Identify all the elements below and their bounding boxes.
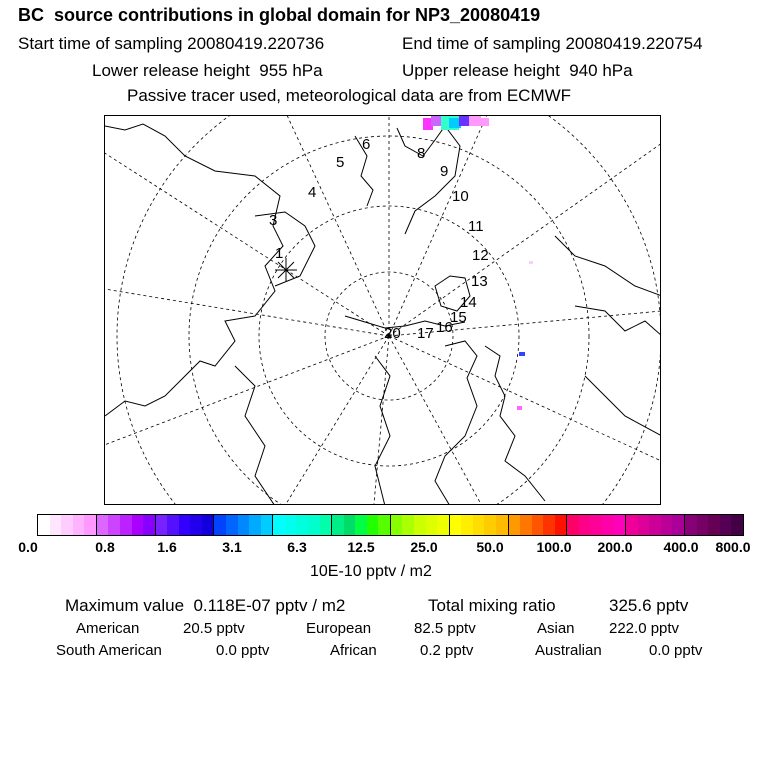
colorbar-tick-label: 200.0 (597, 539, 633, 555)
colorbar-tick-label: 3.1 (222, 539, 242, 555)
trajectory-label: 14 (460, 294, 477, 311)
colorbar-segment (509, 515, 521, 535)
region-name: American (76, 620, 140, 637)
colorbar-segment (697, 515, 709, 535)
colorbar-units: 10E-10 pptv / m2 (310, 563, 432, 580)
colorbar-segment (450, 515, 462, 535)
colorbar-segment (414, 515, 426, 535)
colorbar-segment (226, 515, 238, 535)
colorbar-segment (649, 515, 661, 535)
meridians (105, 116, 661, 505)
colorbar-tick-label: 6.3 (287, 539, 307, 555)
colorbar-segment (614, 515, 627, 535)
colorbar-segment (97, 515, 109, 535)
colorbar-segment (661, 515, 673, 535)
meridian (205, 336, 389, 505)
colorbar-segment (731, 515, 743, 535)
colorbar-segment (179, 515, 191, 535)
colorbar-segment (602, 515, 614, 535)
meridian (389, 116, 661, 336)
coastlines (105, 124, 661, 505)
trajectory-label: 10 (452, 188, 469, 205)
colorbar-segment (108, 515, 120, 535)
trajectory-label: 6 (362, 136, 371, 153)
trajectory-label: 8 (417, 145, 426, 162)
colorbar-segment (249, 515, 261, 535)
plume-cell (517, 406, 522, 410)
lower-release-height: Lower release height 955 hPa (92, 61, 323, 80)
coastline-scandinavia (485, 346, 545, 501)
trajectory-label: 9 (440, 163, 449, 180)
colorbar-segment (190, 515, 202, 535)
plume-cell (519, 352, 525, 356)
colorbar-segment (308, 515, 320, 535)
total-mixing-label: Total mixing ratio (428, 596, 556, 615)
coastline-mediterranean (585, 376, 661, 436)
colorbar-segment (378, 515, 391, 535)
region-value: 0.2 pptv (420, 642, 474, 659)
colorbar-segment (461, 515, 473, 535)
colorbar-segment (273, 515, 285, 535)
colorbar-tick-label: 0.0 (18, 539, 38, 555)
region-name: African (330, 642, 377, 659)
coastline-siberia (375, 356, 390, 505)
colorbar-segment (708, 515, 720, 535)
colorbar-segment (520, 515, 532, 535)
colorbar-segment (567, 515, 579, 535)
trajectory-label: 15 (450, 309, 467, 326)
start-time-label: Start time of sampling 20080419.220736 (18, 34, 325, 53)
plume-cell (469, 116, 481, 126)
trajectory-label: 20 (384, 325, 401, 342)
end-time-label: End time of sampling 20080419.220754 (402, 34, 703, 53)
map-canvas (105, 116, 661, 505)
colorbar-segment (73, 515, 85, 535)
colorbar-segment (156, 515, 168, 535)
coastline-arctic-islands (255, 212, 315, 286)
colorbar-segment (367, 515, 379, 535)
colorbar-segment (402, 515, 414, 535)
meridian (389, 336, 575, 505)
plume-cell (459, 116, 469, 126)
trajectory-label: 3 (269, 212, 278, 229)
upper-release-height: Upper release height 940 hPa (402, 61, 633, 80)
trajectory-label: 5 (336, 154, 345, 171)
colorbar-segment (167, 515, 179, 535)
total-mixing-value: 325.6 pptv (609, 596, 689, 615)
trajectory-label: 1 (275, 245, 284, 262)
colorbar-segment (120, 515, 132, 535)
colorbar-segment (391, 515, 403, 535)
colorbar-segment (555, 515, 568, 535)
coastline-british-isles (575, 306, 661, 336)
colorbar-segment (344, 515, 356, 535)
colorbar-segment (84, 515, 97, 535)
colorbar-tick-label: 25.0 (410, 539, 438, 555)
colorbar-tick-label: 800.0 (715, 539, 751, 555)
colorbar-segment (320, 515, 333, 535)
region-name: European (306, 620, 372, 637)
region-name: Australian (535, 642, 602, 659)
colorbar-segment (685, 515, 697, 535)
colorbar-segment (590, 515, 602, 535)
colorbar-segment (132, 515, 144, 535)
trajectory-label: 13 (471, 273, 488, 290)
colorbar-tick-label: 12.5 (347, 539, 375, 555)
trajectory-label: 12 (472, 247, 489, 264)
trajectory-label: 16 (436, 319, 453, 336)
colorbar-segment (355, 515, 367, 535)
colorbar-segment (143, 515, 156, 535)
colorbar-segment (579, 515, 591, 535)
colorbar-segment (672, 515, 685, 535)
meridian (195, 116, 389, 336)
region-value: 222.0 pptv (609, 620, 680, 637)
colorbar-tick-label: 1.6 (157, 539, 177, 555)
coastline-north-america (105, 124, 283, 416)
region-name: South American (56, 642, 162, 659)
region-value: 0.0 pptv (649, 642, 703, 659)
colorbar-segment (261, 515, 274, 535)
trajectory-label: 4 (308, 184, 317, 201)
colorbar-segment (426, 515, 438, 535)
colorbar-segment (496, 515, 509, 535)
colorbar-segment (202, 515, 215, 535)
colorbar-segment (38, 515, 50, 535)
region-name: Asian (537, 620, 575, 637)
colorbar-tick-label: 50.0 (476, 539, 504, 555)
meridian (105, 116, 389, 336)
region-value: 82.5 pptv (414, 620, 476, 637)
plume-cell (481, 118, 489, 126)
colorbar-segment (484, 515, 496, 535)
colorbar-segment (285, 515, 297, 535)
colorbar-segment (437, 515, 450, 535)
colorbar-segment (473, 515, 485, 535)
plume-cell (529, 261, 533, 264)
meridian (105, 256, 389, 336)
region-value: 20.5 pptv (183, 620, 245, 637)
tracer-note: Passive tracer used, meteorological data are from ECMWF (127, 86, 572, 105)
colorbar-segment (296, 515, 308, 535)
polar-map (104, 115, 661, 505)
colorbar-segment (638, 515, 650, 535)
colorbar-tick-label: 400.0 (663, 539, 699, 555)
colorbar-segment (214, 515, 226, 535)
colorbar-segment (720, 515, 732, 535)
trajectory-label: 11 (468, 218, 484, 235)
colorbar-segment (543, 515, 555, 535)
colorbar-segment (332, 515, 344, 535)
colorbar-segment (238, 515, 250, 535)
colorbar-segment (626, 515, 638, 535)
coastline-europe-north (435, 341, 477, 505)
colorbar (37, 514, 744, 536)
maximum-value: Maximum value 0.118E-07 pptv / m2 (65, 596, 346, 615)
region-value: 0.0 pptv (216, 642, 270, 659)
trajectory-label: 17 (417, 325, 434, 342)
colorbar-segment (50, 515, 62, 535)
meridian (105, 336, 389, 505)
figure-title: BC source contributions in global domain for NP3_20080419 (18, 5, 541, 25)
meridian (355, 336, 389, 505)
colorbar-segment (532, 515, 544, 535)
colorbar-segment (61, 515, 73, 535)
coastline-greenland-east (397, 126, 460, 234)
colorbar-tick-label: 100.0 (536, 539, 572, 555)
colorbar-tick-label: 0.8 (95, 539, 115, 555)
